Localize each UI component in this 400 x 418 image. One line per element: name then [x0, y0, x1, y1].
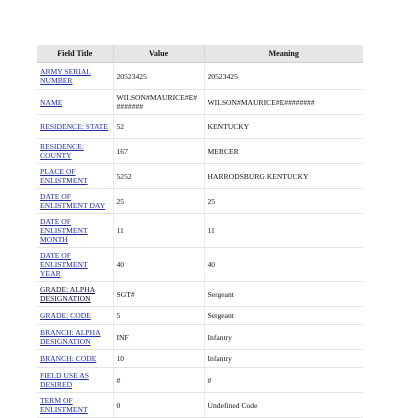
- header-value: Value: [113, 45, 204, 63]
- table-row: [37, 282, 363, 307]
- field-title-link[interactable]: FIELD USE AS DESIRED: [40, 371, 89, 389]
- table-row: [37, 164, 363, 189]
- value-cell: 40: [113, 248, 204, 282]
- value-cell: 11: [113, 214, 204, 248]
- header-meaning: Meaning: [204, 45, 363, 63]
- meaning-cell: 20523425: [204, 63, 363, 90]
- field-title-link[interactable]: RESIDENCE: COUNTY: [40, 142, 84, 160]
- meaning-cell: 40: [204, 248, 363, 282]
- value-cell: 25: [113, 189, 204, 214]
- field-title-cell: [37, 393, 113, 418]
- field-title-cell: [37, 248, 113, 282]
- field-title-cell: [37, 189, 113, 214]
- field-title-link[interactable]: DATE OF ENLISTMENT YEAR: [40, 251, 88, 278]
- field-title-link[interactable]: DATE OF ENLISTMENT DAY: [40, 192, 106, 210]
- table-row: [37, 214, 363, 248]
- value-cell: SGT#: [113, 282, 204, 307]
- table-row: [37, 368, 363, 393]
- field-title-cell: [37, 307, 113, 325]
- table-row: [37, 139, 363, 164]
- field-title-link[interactable]: GRADE: ALPHA DESIGNATION: [40, 285, 96, 303]
- field-title-cell: [37, 368, 113, 393]
- value-cell: WILSON#MAURICE#E########: [113, 90, 204, 115]
- value-cell: 52: [113, 115, 204, 139]
- meaning-cell: Undefined Code: [204, 393, 363, 418]
- field-title-cell: [37, 282, 113, 307]
- table-row: [37, 189, 363, 214]
- table-row: [37, 63, 363, 90]
- table-row: [37, 115, 363, 139]
- field-title-cell: [37, 164, 113, 189]
- meaning-cell: Sergeant: [204, 282, 363, 307]
- meaning-cell: #: [204, 368, 363, 393]
- value-cell: 5252: [113, 164, 204, 189]
- table-row: [37, 393, 363, 418]
- field-title-link[interactable]: PLACE OF ENLISTMENT: [40, 167, 88, 185]
- field-title-link[interactable]: GRADE: CODE: [40, 311, 91, 320]
- record-table-container: [37, 45, 363, 418]
- field-title-cell: [37, 350, 113, 368]
- meaning-cell: 25: [204, 189, 363, 214]
- field-title-link[interactable]: BRANCH: ALPHA DESIGNATION: [40, 328, 101, 346]
- field-title-link[interactable]: BRANCH: CODE: [40, 354, 97, 363]
- table-row: [37, 90, 363, 115]
- field-title-cell: [37, 63, 113, 90]
- meaning-cell: HARRODSBURG KENTUCKY: [204, 164, 363, 189]
- field-title-link[interactable]: NAME: [40, 97, 63, 107]
- field-title-cell: [37, 325, 113, 350]
- table-row: [37, 248, 363, 282]
- table-row: [37, 307, 363, 325]
- table-row: [37, 350, 363, 368]
- meaning-cell: Infantry: [204, 325, 363, 350]
- field-title-link[interactable]: TERM OF ENLISTMENT: [40, 396, 88, 414]
- field-title-link[interactable]: DATE OF ENLISTMENT MONTH: [40, 217, 88, 244]
- meaning-cell: WILSON#MAURICE#E########: [204, 90, 363, 115]
- field-title-link[interactable]: RESIDENCE: STATE: [40, 122, 108, 131]
- meaning-cell: 11: [204, 214, 363, 248]
- value-cell: 20523425: [113, 63, 204, 90]
- meaning-cell: MERCER: [204, 139, 363, 164]
- value-cell: 0: [113, 393, 204, 418]
- value-cell: INF: [113, 325, 204, 350]
- meaning-cell: Infantry: [204, 350, 363, 368]
- table-header-row: [37, 45, 363, 63]
- value-cell: 167: [113, 139, 204, 164]
- record-table: [37, 45, 363, 418]
- value-cell: 10: [113, 350, 204, 368]
- value-cell: #: [113, 368, 204, 393]
- header-field-title: Field Title: [37, 45, 113, 63]
- field-title-cell: [37, 115, 113, 139]
- field-title-cell: [37, 214, 113, 248]
- field-title-cell: [37, 90, 113, 115]
- field-title-link[interactable]: ARMY SERIAL NUMBER: [40, 67, 91, 85]
- value-cell: 5: [113, 307, 204, 325]
- meaning-cell: Sergeant: [204, 307, 363, 325]
- meaning-cell: KENTUCKY: [204, 115, 363, 139]
- field-title-cell: [37, 139, 113, 164]
- table-row: [37, 325, 363, 350]
